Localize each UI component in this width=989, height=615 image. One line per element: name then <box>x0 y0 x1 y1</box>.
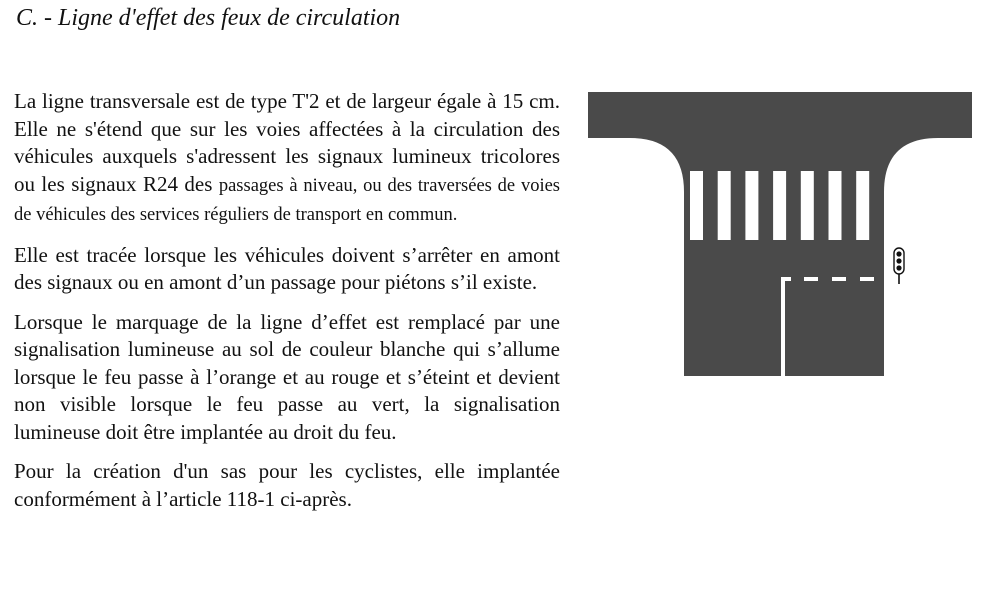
page-title: C. - Ligne d'effet des feux de circulation <box>16 5 401 31</box>
stop-line-dash <box>860 277 874 281</box>
traffic-light-icon <box>894 248 904 284</box>
stop-line-dash <box>832 277 846 281</box>
intersection-diagram <box>588 92 972 376</box>
paragraph-3: Lorsque le marquage de la ligne d’effet est remplacé par une signalisation lumineuse au sol de couleur blanche qui s’allume lorsque le feu passe à l’orange et au rouge et s’éteint et devient non visible lorsque le feu passe au vert, la signalisation lumineuse doit être implantée au droit du feu. <box>14 309 560 444</box>
paragraph-1 <box>14 88 560 230</box>
paragraph-2: Elle est tracée lorsque les véhicules doivent s’arrêter en amont des signaux ou en amont d’un passage pour piétons s’il existe. <box>14 242 560 294</box>
body-text <box>14 88 560 525</box>
crosswalk-stripe <box>856 171 869 240</box>
paragraph-1-main: La ligne transversale est de type T'2 et de largeur égale à 15 cm. Elle ne s'étend que sur les voies affectées à la circulation des véhicules auxquels s'adressent les signaux lumineux tricolores ou les signaux R24 des <box>14 89 560 196</box>
crosswalk-stripe <box>801 171 814 240</box>
paragraph-4: Pour la création d'un sas pour les cyclistes, elle implantée conformément à l’article 118-1 ci-après. <box>14 459 560 511</box>
crosswalk-stripe <box>718 171 731 240</box>
crosswalk-stripe <box>829 171 842 240</box>
lane-divider <box>781 279 785 376</box>
crosswalk-stripe <box>773 171 786 240</box>
paragraph-1-small: passages à niveau, ou des traversées de voies de véhicules des services réguliers de transport en commun. <box>14 175 560 225</box>
crosswalk-stripe <box>690 171 703 240</box>
stop-line-dash <box>804 277 818 281</box>
crosswalk-stripe <box>745 171 758 240</box>
